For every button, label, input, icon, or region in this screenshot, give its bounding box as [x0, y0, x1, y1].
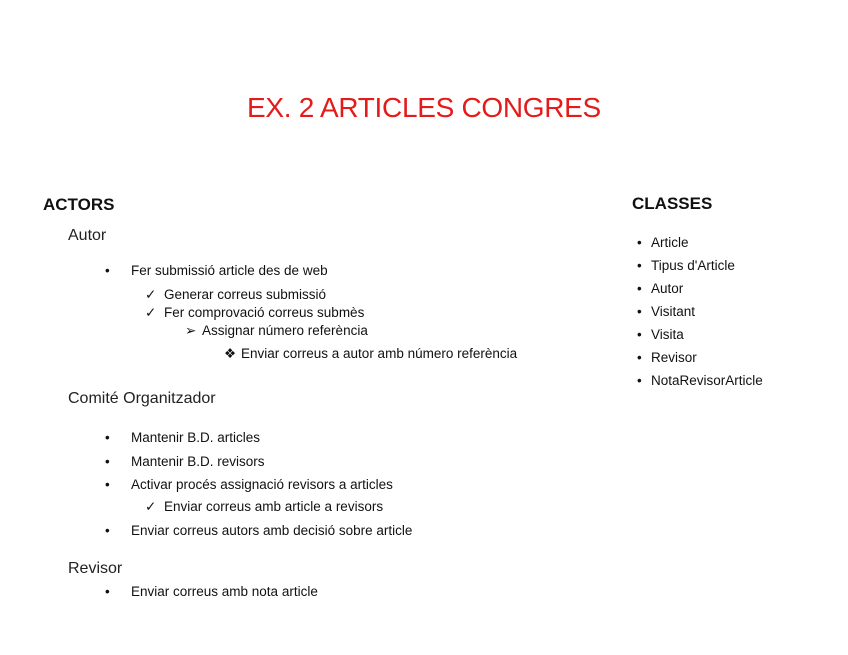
- slide-title: EX. 2 ARTICLES CONGRES: [247, 92, 601, 123]
- item-text: Assignar número referència: [202, 323, 368, 338]
- bullet-icon: •: [637, 281, 642, 296]
- list-item: [185, 323, 368, 339]
- class-name: Article: [651, 235, 689, 250]
- list-item: [105, 584, 318, 599]
- class-name: Visita: [651, 327, 684, 342]
- bullet-icon: •: [105, 584, 110, 599]
- diamond-icon: ❖: [224, 346, 237, 361]
- bullet-icon: •: [637, 327, 642, 342]
- class-name: NotaRevisorArticle: [651, 373, 763, 388]
- arrow-icon: ➢: [185, 323, 197, 338]
- list-item: [637, 235, 689, 250]
- check-icon: ✓: [145, 305, 157, 320]
- actor-autor: Autor: [68, 227, 107, 244]
- classes-heading: CLASSES: [632, 194, 713, 213]
- item-text: Fer submissió article des de web: [131, 263, 328, 278]
- check-icon: ✓: [145, 287, 157, 302]
- item-text: Fer comprovació correus submès: [164, 305, 365, 320]
- bullet-icon: •: [105, 477, 110, 492]
- item-text: Generar correus submissió: [164, 287, 327, 302]
- list-item: [145, 499, 383, 515]
- class-name: Tipus d'Article: [651, 258, 735, 273]
- class-name: Autor: [651, 281, 684, 296]
- list-item: [637, 281, 683, 296]
- list-item: [105, 430, 260, 445]
- actor-comite: Comité Organitzador: [68, 390, 216, 407]
- bullet-icon: •: [637, 304, 642, 319]
- actors-heading: ACTORS: [43, 195, 115, 214]
- list-item: [105, 454, 265, 469]
- bullet-icon: •: [105, 523, 110, 538]
- list-item: [105, 477, 393, 492]
- item-text: Enviar correus autors amb decisió sobre article: [131, 523, 413, 538]
- list-item: [105, 263, 328, 278]
- bullet-icon: •: [637, 258, 642, 273]
- bullet-icon: •: [105, 454, 110, 469]
- list-item: [105, 523, 412, 538]
- class-name: Revisor: [651, 350, 697, 365]
- item-text: Mantenir B.D. articles: [131, 430, 261, 445]
- list-item: [637, 350, 697, 365]
- list-item: [637, 304, 695, 319]
- check-icon: ✓: [145, 499, 157, 514]
- class-name: Visitant: [651, 304, 696, 319]
- list-item: [145, 287, 326, 303]
- list-item: [637, 373, 763, 388]
- item-text: Activar procés assignació revisors a articles: [131, 477, 393, 492]
- bullet-icon: •: [637, 350, 642, 365]
- bullet-icon: •: [637, 235, 642, 250]
- item-text: Enviar correus amb article a revisors: [164, 499, 384, 514]
- list-item: [637, 327, 684, 342]
- bullet-icon: •: [105, 430, 110, 445]
- item-text: Enviar correus a autor amb número referència: [241, 346, 518, 361]
- bullet-icon: •: [637, 373, 642, 388]
- item-text: Enviar correus amb nota article: [131, 584, 318, 599]
- list-item: [145, 305, 364, 321]
- bullet-icon: •: [105, 263, 110, 278]
- actor-revisor: Revisor: [68, 560, 123, 577]
- list-item: [637, 258, 735, 273]
- item-text: Mantenir B.D. revisors: [131, 454, 265, 469]
- list-item: [224, 346, 517, 362]
